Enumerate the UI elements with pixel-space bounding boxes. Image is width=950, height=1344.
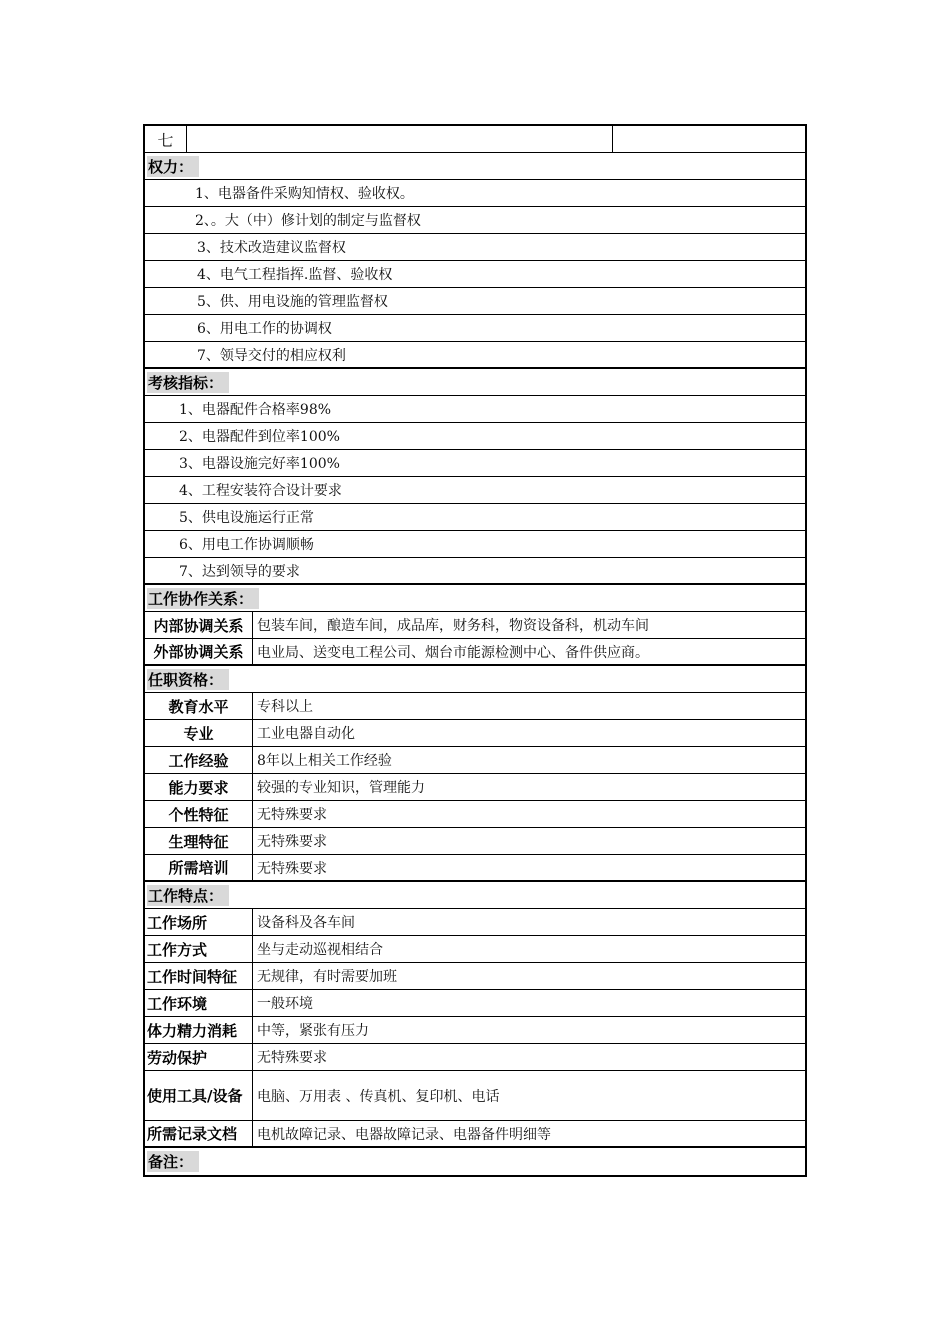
remarks-title: 备注： (147, 1151, 199, 1172)
feature-value: 一般环境 (257, 996, 313, 1012)
authority-item: 7、领导交付的相应权利 (145, 342, 805, 369)
relations-label: 内部协调关系 (145, 612, 253, 638)
job-description-table (143, 124, 807, 1177)
header-code: 七 (145, 126, 187, 152)
qualification-label: 个性特征 (145, 801, 253, 827)
kpi-item: 5、供电设施运行正常 (145, 504, 805, 531)
qualification-row (145, 828, 805, 855)
authority-item: 4、电气工程指挥.监督、验收权 (145, 261, 805, 288)
kpi-item: 1、电器配件合格率98% (145, 396, 805, 423)
features-title: 工作特点： (147, 885, 229, 906)
qualification-value: 无特殊要求 (257, 860, 327, 877)
feature-row (145, 1044, 805, 1071)
authority-item: 2、。大（中）修计划的制定与监督权 (145, 207, 805, 234)
kpi-item: 6、用电工作协调顺畅 (145, 531, 805, 558)
feature-label: 劳动保护 (145, 1044, 253, 1070)
qualification-label: 教育水平 (145, 693, 253, 719)
feature-row (145, 1121, 805, 1148)
feature-value: 电机故障记录、电器故障记录、电器备件明细等 (257, 1126, 551, 1143)
authority-item: 6、用电工作的协调权 (145, 315, 805, 342)
qualification-value: 8年以上相关工作经验 (257, 753, 392, 769)
relations-value: 包装车间，酿造车间，成品库，财务科，物资设备科，机动车间 (257, 618, 649, 634)
qualification-value: 专科以上 (257, 699, 313, 715)
kpi-item: 3、电器设施完好率100% (145, 450, 805, 477)
kpi-section-header (145, 369, 805, 396)
relations-title: 工作协作关系： (147, 588, 259, 609)
feature-label: 工作环境 (145, 990, 253, 1016)
qualification-value: 无特殊要求 (257, 834, 327, 850)
authority-item: 1、电器备件采购知情权、验收权。 (145, 180, 805, 207)
relations-row-internal (145, 612, 805, 639)
qualification-value: 工业电器自动化 (257, 726, 355, 742)
qualification-label: 能力要求 (145, 774, 253, 800)
authority-title: 权力： (147, 156, 199, 177)
feature-label: 体力精力消耗 (145, 1017, 253, 1043)
feature-row (145, 963, 805, 990)
feature-value: 无规律，有时需要加班 (257, 969, 397, 985)
qualifications-section-header (145, 666, 805, 693)
header-blank-cell (187, 126, 613, 152)
qualification-row (145, 801, 805, 828)
feature-value: 设备科及各车间 (257, 915, 355, 931)
feature-row (145, 909, 805, 936)
feature-label: 所需记录文档 (145, 1121, 253, 1146)
relations-label: 外部协调关系 (145, 639, 253, 664)
kpi-item: 4、工程安装符合设计要求 (145, 477, 805, 504)
remarks-section-header (145, 1148, 805, 1175)
qualifications-title: 任职资格： (147, 669, 229, 690)
feature-value: 坐与走动巡视相结合 (257, 942, 383, 958)
qualification-label: 所需培训 (145, 855, 253, 880)
feature-row (145, 936, 805, 963)
qualification-row (145, 693, 805, 720)
qualification-label: 专业 (145, 720, 253, 746)
feature-label: 工作时间特征 (145, 963, 253, 989)
qualification-row (145, 855, 805, 882)
header-right-cell (613, 126, 805, 152)
feature-row (145, 1017, 805, 1044)
feature-row (145, 990, 805, 1017)
feature-label: 工作方式 (145, 936, 253, 962)
qualification-value: 无特殊要求 (257, 807, 327, 823)
qualification-row (145, 774, 805, 801)
qualification-row (145, 747, 805, 774)
qualification-value: 较强的专业知识，管理能力 (257, 780, 425, 796)
relations-section-header (145, 585, 805, 612)
authority-item: 5、供、用电设施的管理监督权 (145, 288, 805, 315)
features-section-header (145, 882, 805, 909)
header-row (145, 126, 805, 153)
qualification-row (145, 720, 805, 747)
feature-value: 中等，紧张有压力 (257, 1023, 369, 1039)
feature-label: 使用工具/设备 (145, 1071, 253, 1120)
feature-value: 无特殊要求 (257, 1050, 327, 1066)
kpi-item: 7、达到领导的要求 (145, 558, 805, 585)
feature-value: 电脑、万用表 、传真机、复印机、电话 (257, 1088, 500, 1105)
feature-label: 工作场所 (145, 909, 253, 935)
authority-item: 3、技术改造建议监督权 (145, 234, 805, 261)
authority-section-header (145, 153, 805, 180)
kpi-item: 2、电器配件到位率100% (145, 423, 805, 450)
qualification-label: 生理特征 (145, 828, 253, 854)
relations-row-external (145, 639, 805, 666)
relations-value: 电业局、送变电工程公司、烟台市能源检测中心、备件供应商。 (257, 644, 649, 661)
qualification-label: 工作经验 (145, 747, 253, 773)
feature-row (145, 1071, 805, 1121)
kpi-title: 考核指标： (147, 372, 229, 393)
